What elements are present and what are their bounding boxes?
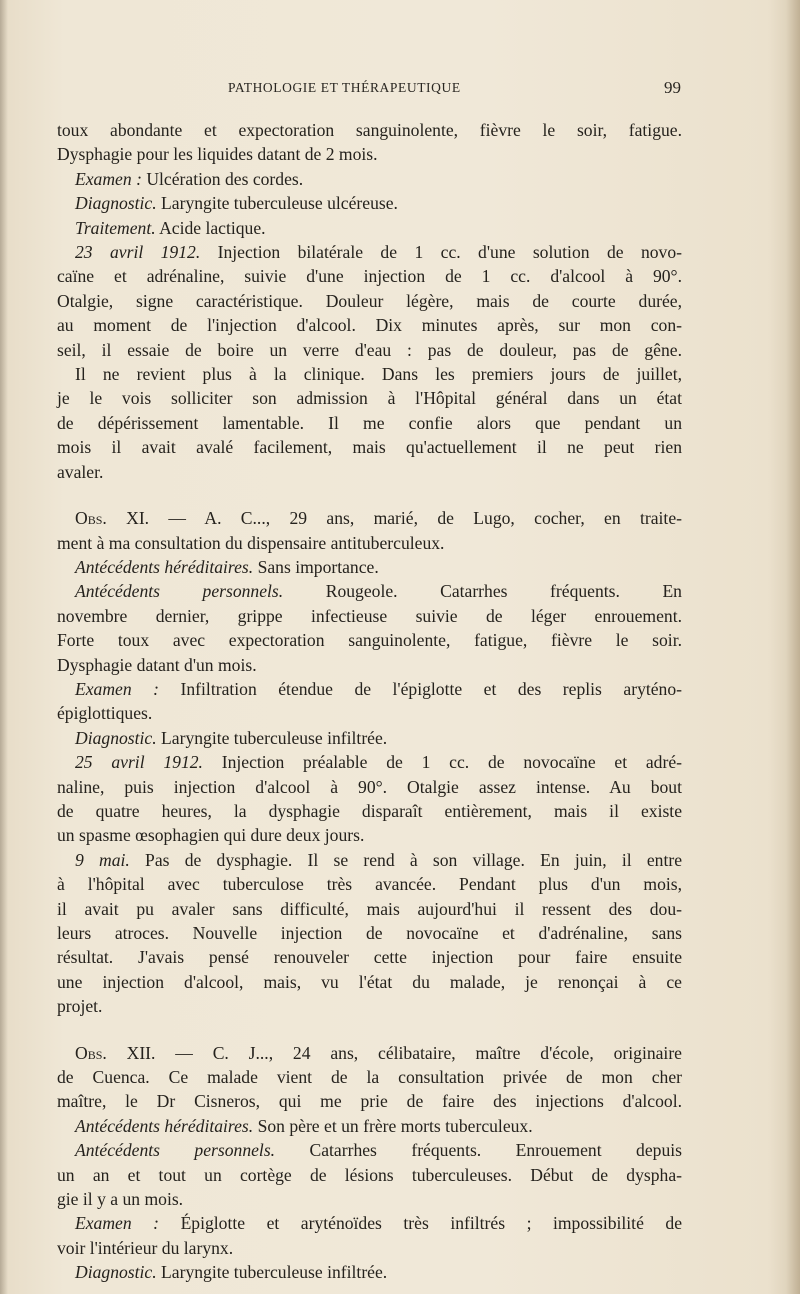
text-line: Forte toux avec expectoration sanguinolente, fatigue, fièvre le soir. [57,630,682,651]
text-line: mois il avait avalé facilement, mais qu'actuellement il ne peut rien [57,437,682,458]
text-line: il avait pu avaler sans difficulté, mais aujourd'hui il ressent des dou- [57,898,682,919]
date-label: 9 mai. [75,849,130,870]
text-span: — A. C..., 29 ans, marié, de Lugo, cocher, en traite- [149,508,682,529]
section-label: Diagnostic. [75,193,157,214]
section-label: Antécédents héréditaires. [75,1115,254,1136]
section-label: Antécédents héréditaires. [75,556,254,577]
text-span: Son père et un frère morts tuberculeux. [253,1115,533,1136]
text-span: Laryngite tuberculeuse infiltrée. [156,727,388,748]
text-span: Catarrhes fréquents. Enrouement depuis [275,1140,682,1161]
text-span: Laryngite tuberculeuse ulcéreuse. [156,193,398,214]
text-line [57,1138,682,1162]
text-line [57,191,682,215]
text-line [57,506,682,530]
text-line [57,555,682,579]
observation-label: Obs. XI. [75,508,150,529]
text-line: caïne et adrénaline, suivie d'une injection de 1 cc. d'alcool à 90°. [57,266,682,287]
page-number: 99 [664,78,681,97]
text-line: gie il y a un mois. [57,1189,184,1210]
text-span: Acide lactique. [155,217,266,238]
text-span: Sans importance. [253,556,379,577]
observation-label: Obs. XII. [75,1042,156,1063]
text-line: je le vois solliciter son admission à l'Hôpital général dans un état [57,388,682,409]
text-line: seil, il essaie de boire un verre d'eau : pas de douleur, pas de gêne. [57,339,682,360]
running-title: PATHOLOGIE ET THÉRAPEUTIQUE [228,80,461,95]
text-span: Injection bilatérale de 1 cc. d'une solution de novo- [200,242,682,263]
text-line: projet. [57,996,103,1017]
text-line: de Cuenca. Ce malade vient de la consultation privée de mon cher [57,1067,682,1088]
text-line [57,750,682,774]
text-span: Ulcération des cordes. [141,168,304,189]
page-header [228,78,681,102]
text-span: Rougeole. Catarrhes fréquents. En [283,581,682,602]
text-line [57,216,682,240]
text-line: avaler. [57,461,104,482]
text-line: de quatre heures, la dysphagie disparaît entièrement, mais il existe [57,800,682,821]
text-line: naline, puis injection d'alcool à 90°. Otalgie assez intense. Au bout [57,776,682,797]
text-span: Injection préalable de 1 cc. de novocaïne et adré- [202,752,682,773]
section-label: Diagnostic. [75,727,157,748]
text-span: — C. J..., 24 ans, célibataire, maître d'école, originaire [155,1042,682,1063]
date-label: 25 avril 1912. [75,752,203,773]
text-line [57,167,682,191]
page-edge-shadow [786,0,800,1294]
text-line [57,1114,682,1138]
text-line: un an et tout un cortège de lésions tuberculeuses. Début de dyspha- [57,1164,682,1185]
text-line [57,240,682,264]
text-span: Infiltration étendue de l'épiglotte et des replis aryténo- [159,678,683,699]
text-line [57,726,682,750]
text-line: de dépérissement lamentable. Il me confie alors que pendant un [57,412,682,433]
section-label: Antécédents personnels. [75,581,284,602]
text-line: leurs atroces. Nouvelle injection de novocaïne et d'adrénaline, sans [57,923,682,943]
section-label: Examen : [75,1213,160,1234]
text-line: novembre dernier, grippe infectieuse suivie de léger enrouement. [57,605,682,626]
text-line: ment à ma consultation du dispensaire antituberculeux. [57,532,445,553]
section-label: Diagnostic. [75,1262,157,1283]
text-line [57,1041,682,1065]
text-line [57,1260,682,1284]
text-span: Laryngite tuberculeuse infiltrée. [156,1262,388,1283]
section-label: Antécédents personnels. [75,1140,276,1161]
text-line: à l'hôpital avec tuberculose très avancée. Pendant plus d'un mois, [57,874,682,895]
text-line: Dysphagie datant d'un mois. [57,654,257,675]
text-line: au moment de l'injection d'alcool. Dix minutes après, sur mon con- [57,315,682,336]
text-span: Épiglotte et aryténoïdes très infiltrés ; impossibilité de [159,1213,682,1234]
date-label: 23 avril 1912. [75,242,201,263]
section-label: Examen : [75,168,142,189]
text-line: Dysphagie pour les liquides datant de 2 mois. [57,144,378,165]
text-line: Il ne revient plus à la clinique. Dans les premiers jours de juillet, [75,364,682,385]
text-line: épiglottiques. [57,703,153,724]
text-line: résultat. J'avais pensé renouveler cette injection pour faire ensuite [57,947,682,968]
text-line: voir l'intérieur du larynx. [57,1237,234,1258]
text-line: maître, le Dr Cisneros, qui me prie de faire des injections d'alcool. [57,1091,682,1112]
paragraph-gap [57,1019,682,1041]
text-line [57,579,682,603]
page-gutter-shadow [0,0,8,1294]
text-line [57,1211,682,1235]
text-line: toux abondante et expectoration sanguinolente, fièvre le soir, fatigue. [57,120,682,140]
section-label: Traitement. [75,217,156,238]
text-span: Pas de dysphagie. Il se rend à son village. En juin, il entre [129,849,683,870]
text-line [57,677,682,701]
section-label: Examen : [75,678,160,699]
text-line: une injection d'alcool, mais, vu l'état du malade, je renonçai à ce [57,971,682,992]
paragraph-gap [57,484,682,506]
text-line: un spasme œsophagien qui dure deux jours. [57,825,365,846]
body-text [57,118,682,1285]
text-line [57,848,682,872]
text-line: Otalgie, signe caractéristique. Douleur légère, mais de courte durée, [57,290,682,311]
